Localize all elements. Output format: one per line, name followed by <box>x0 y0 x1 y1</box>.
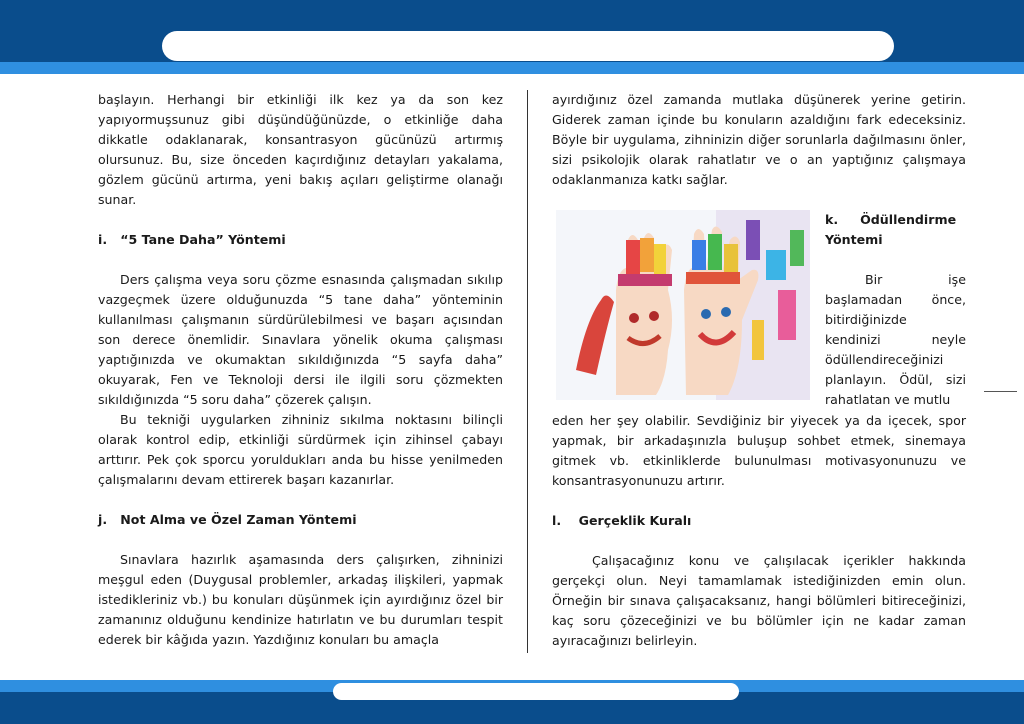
section-k-paragraph-rest: eden her şey olabilir. Sevdiğiniz bir yiyecek ya da içecek, spor yapmak, bir arkadaşınızla buluşup sohbet etmek, sinemaya gitmek vb. etkinliklerde bulunulması motivasyonunuzu ve konsantrasyonunuzu artırır. <box>552 413 966 488</box>
section-l-paragraph: Çalışacağınız konu ve çalışılacak içerikler hakkında gerçekçi olun. Neyi tamamlamak istediğinizden emin olun. Örneğin bir sınava çalışacaksanız, hangi bölümleri bitireceğinizi, kaç soru çözeceğinizi ve bu bölümler için ne kadar zaman ayıracağınızı belirleyin. <box>552 553 966 648</box>
header-pill <box>162 31 894 61</box>
section-k-side-text <box>825 210 966 410</box>
footer-pill <box>333 683 739 700</box>
section-heading-i: i. “5 Tane Daha” Yöntemi <box>98 232 286 247</box>
right-column-top <box>552 90 966 190</box>
right-column-bottom <box>552 411 966 651</box>
margin-dash <box>984 391 1017 392</box>
section-i-paragraph-1: Ders çalışma veya soru çözme esnasında çalışmadan sıkılıp vazgeçmek üzere olduğunuzda “5 tane daha” yönteminin kullanılması çalışmanın sürdürülebilmesi ve başarı açısından son derece önemlidir. Sınavlara yönelik okuma çalışması yaptığınızda ve okumaktan sıkıldığınızda “5 sayfa daha” okuyarak, Fen ve Teknoloji dersi ile ilgili soru çözmekten sıkıldığınızda “5 soru daha” çözerek çalışın. <box>98 272 503 407</box>
section-heading-j: j. Not Alma ve Özel Zaman Yöntemi <box>98 512 357 527</box>
intro-paragraph: başlayın. Herhangi bir etkinliği ilk kez ya da son kez yapıyormuşsunuz gibi düşündüğünüzde, o etkinliğe daha dikkatle odaklanarak, konsantrasyon gücünüzü artırmış olursunuz. Bu, size önceden kaçırdığınız detayları yakalama, gözlem gücünü artırma, yeni bakış açıları geliştirme olanağı sunar. <box>98 92 503 207</box>
left-column <box>98 90 503 650</box>
section-i-paragraph-2: Bu tekniği uygularken zihniniz sıkılma noktasını bilinçli olarak kontrol edip, etkinliği sürdürmek için zihinsel çabayı arttırır. Pek çok sporcu yoruldukları anda bu hisse yenilmeden çalışmalarını devam ettirerek başarı kazanırlar. <box>98 412 503 487</box>
section-j-paragraph: Sınavlara hazırlık aşamasında ders çalışırken, zihninizi meşgul eden (Duygusal problemler, arkadaş ilişkileri, yapmak istedikleriniz vb.) bu konuları düşünmek için ayırdığınız özel bir zamanınız olduğunu kendinize hatırlatın ve bu durumları tespit ederek bir kâğıda yazın. Yazdığınız konuları bu amaçla <box>98 552 503 647</box>
column-divider <box>527 90 528 653</box>
header-accent-stripe <box>0 62 1024 74</box>
section-heading-k: k. Ödüllendirme Yöntemi <box>825 212 957 247</box>
painted-hands-image <box>556 210 810 400</box>
section-heading-l: l. Gerçeklik Kuralı <box>552 513 692 528</box>
continued-paragraph: ayırdığınız özel zamanda mutlaka düşünerek yerine getirin. Giderek zaman içinde bu konuların azaldığını fark edeceksiniz. Böyle bir uygulama, zihninizin diğer sorunlarla dağılmasını önler, sizi psikolojik olarak rahatlatır ve o an yaptığınız çalışmaya odaklanmanıza katkı sağlar. <box>552 92 966 187</box>
section-k-paragraph-start: Bir işe başlamadan önce, bitirdiğinizde kendinizi neyle ödüllendireceğinizi planlayın. Ödül, sizi rahatlatan ve mutlu <box>825 272 966 407</box>
